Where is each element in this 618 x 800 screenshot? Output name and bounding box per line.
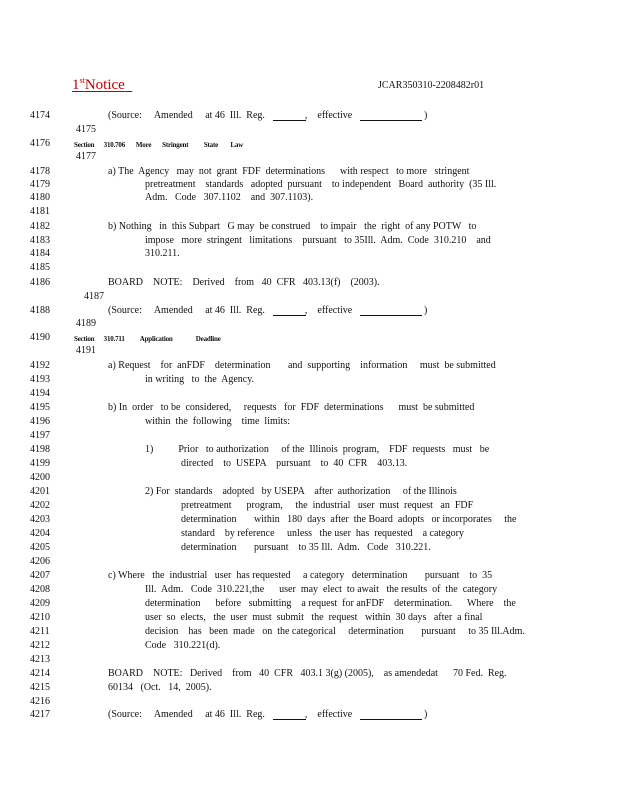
board-note: BOARD NOTE: Derived from 40 CFR 403.13(f) (2003). — [108, 277, 380, 288]
line-number: 4204 — [30, 528, 50, 539]
notice-heading: 1stNotice — [72, 76, 125, 93]
line-number: 4205 — [30, 542, 50, 553]
line-number: 4174 — [30, 110, 50, 121]
paragraph-line: pretreatment program, the industrial user must request an FDF — [181, 500, 474, 511]
paragraph-line: decision has been made on the categorical determination pursuant to 35 Ill.Adm. — [145, 626, 525, 637]
paragraph-line: impose more stringent limitations pursuant to 35Ill. Adm. Code 310.210 and — [145, 235, 491, 246]
line-number: 4201 — [30, 486, 50, 497]
line-number: 4185 — [30, 262, 50, 273]
paragraph-line: a) The Agency may not grant FDF determinations with respect to more stringent — [108, 166, 470, 177]
line-number: 4180 — [30, 192, 50, 203]
paragraph-line: in writing to the Agency. — [145, 374, 255, 385]
line-number: 4175 — [76, 124, 96, 135]
line-number: 4178 — [30, 166, 50, 177]
board-note: 60134 (Oct. 14, 2005). — [108, 682, 212, 693]
line-number: 4177 — [76, 151, 96, 162]
line-number: 4194 — [30, 388, 50, 399]
line-number: 4217 — [30, 709, 50, 720]
line-number: 4189 — [76, 318, 96, 329]
paragraph-line: 310.211. — [145, 248, 180, 259]
line-number: 4195 — [30, 402, 50, 413]
line-number: 4183 — [30, 235, 50, 246]
paragraph-line: 2) For standards adopted by USEPA after authorization of the Illinois — [145, 486, 457, 497]
line-number: 4192 — [30, 360, 50, 371]
paragraph-line: within the following time limits: — [145, 416, 290, 427]
paragraph-line: c) Where the industrial user has requested a category determination pursuant to 35 — [108, 570, 493, 581]
document-id: JCAR350310-2208482r01 — [378, 80, 485, 91]
paragraph-line: determination before submitting a request for anFDF determination. Where the — [145, 598, 516, 609]
line-number: 4216 — [30, 696, 50, 707]
line-number: 4209 — [30, 598, 50, 609]
line-number: 4198 — [30, 444, 50, 455]
section-heading: Section 310.706 More Stringent State Law — [74, 141, 244, 149]
line-number: 4213 — [30, 654, 50, 665]
paragraph-line: a) Request for anFDF determination and supporting information must be submitted — [108, 360, 496, 371]
paragraph-line: Ill. Adm. Code 310.221,the user may elect to await the results of the category — [145, 584, 498, 595]
paragraph-line: 1) Prior to authorization of the Illinois program, FDF requests must be — [145, 444, 490, 455]
line-number: 4208 — [30, 584, 50, 595]
board-note: BOARD NOTE: Derived from 40 CFR 403.1 3(g) (2005), as amendedat 70 Fed. Reg. — [108, 668, 507, 679]
paragraph-line: Adm. Code 307.1102 and 307.1103). — [145, 192, 314, 203]
line-number: 4182 — [30, 221, 50, 232]
line-number: 4197 — [30, 430, 50, 441]
paragraph-line: user so elects, the user must submit the request within 30 days after a final — [145, 612, 483, 623]
line-number: 4179 — [30, 179, 50, 190]
source-note-line: (Source: Amended at 46 Ill. Reg. , effective ) — [108, 305, 428, 316]
line-number: 4196 — [30, 416, 50, 427]
paragraph-line: b) Nothing in this Subpart G may be construed to impair the right of any POTW to — [108, 221, 477, 232]
line-number: 4212 — [30, 640, 50, 651]
paragraph-line: standard by reference unless the user has requested a category — [181, 528, 464, 539]
line-number: 4191 — [76, 345, 96, 356]
line-number: 4199 — [30, 458, 50, 469]
line-number: 4186 — [30, 277, 50, 288]
line-number: 4188 — [30, 305, 50, 316]
line-number: 4215 — [30, 682, 50, 693]
line-number: 4214 — [30, 668, 50, 679]
line-number: 4211 — [30, 626, 50, 637]
paragraph-line: determination pursuant to 35 Ill. Adm. Code 310.221. — [181, 542, 431, 553]
paragraph-line: pretreatment standards adopted pursuant to independent Board authority (35 Ill. — [145, 179, 497, 190]
line-number: 4206 — [30, 556, 50, 567]
line-number: 4176 — [30, 138, 50, 149]
line-number: 4181 — [30, 206, 50, 217]
paragraph-line: Code 310.221(d). — [145, 640, 221, 651]
line-number: 4210 — [30, 612, 50, 623]
line-number: 4203 — [30, 514, 50, 525]
line-number: 4202 — [30, 500, 50, 511]
paragraph-line: b) In order to be considered, requests for FDF determinations must be submitted — [108, 402, 475, 413]
source-note-line: (Source: Amended at 46 Ill. Reg. , effective ) — [108, 110, 428, 121]
line-number: 4200 — [30, 472, 50, 483]
paragraph-line: determination within 180 days after the Board adopts or incorporates the — [181, 514, 517, 525]
line-number: 4187 — [84, 291, 104, 302]
line-number: 4207 — [30, 570, 50, 581]
section-heading: Section 310.711 Application Deadline — [74, 335, 221, 343]
paragraph-line: directed to USEPA pursuant to 40 CFR 403.13. — [181, 458, 408, 469]
line-number: 4193 — [30, 374, 50, 385]
source-note-line: (Source: Amended at 46 Ill. Reg. , effective ) — [108, 709, 428, 720]
line-number: 4184 — [30, 248, 50, 259]
line-number: 4190 — [30, 332, 50, 343]
